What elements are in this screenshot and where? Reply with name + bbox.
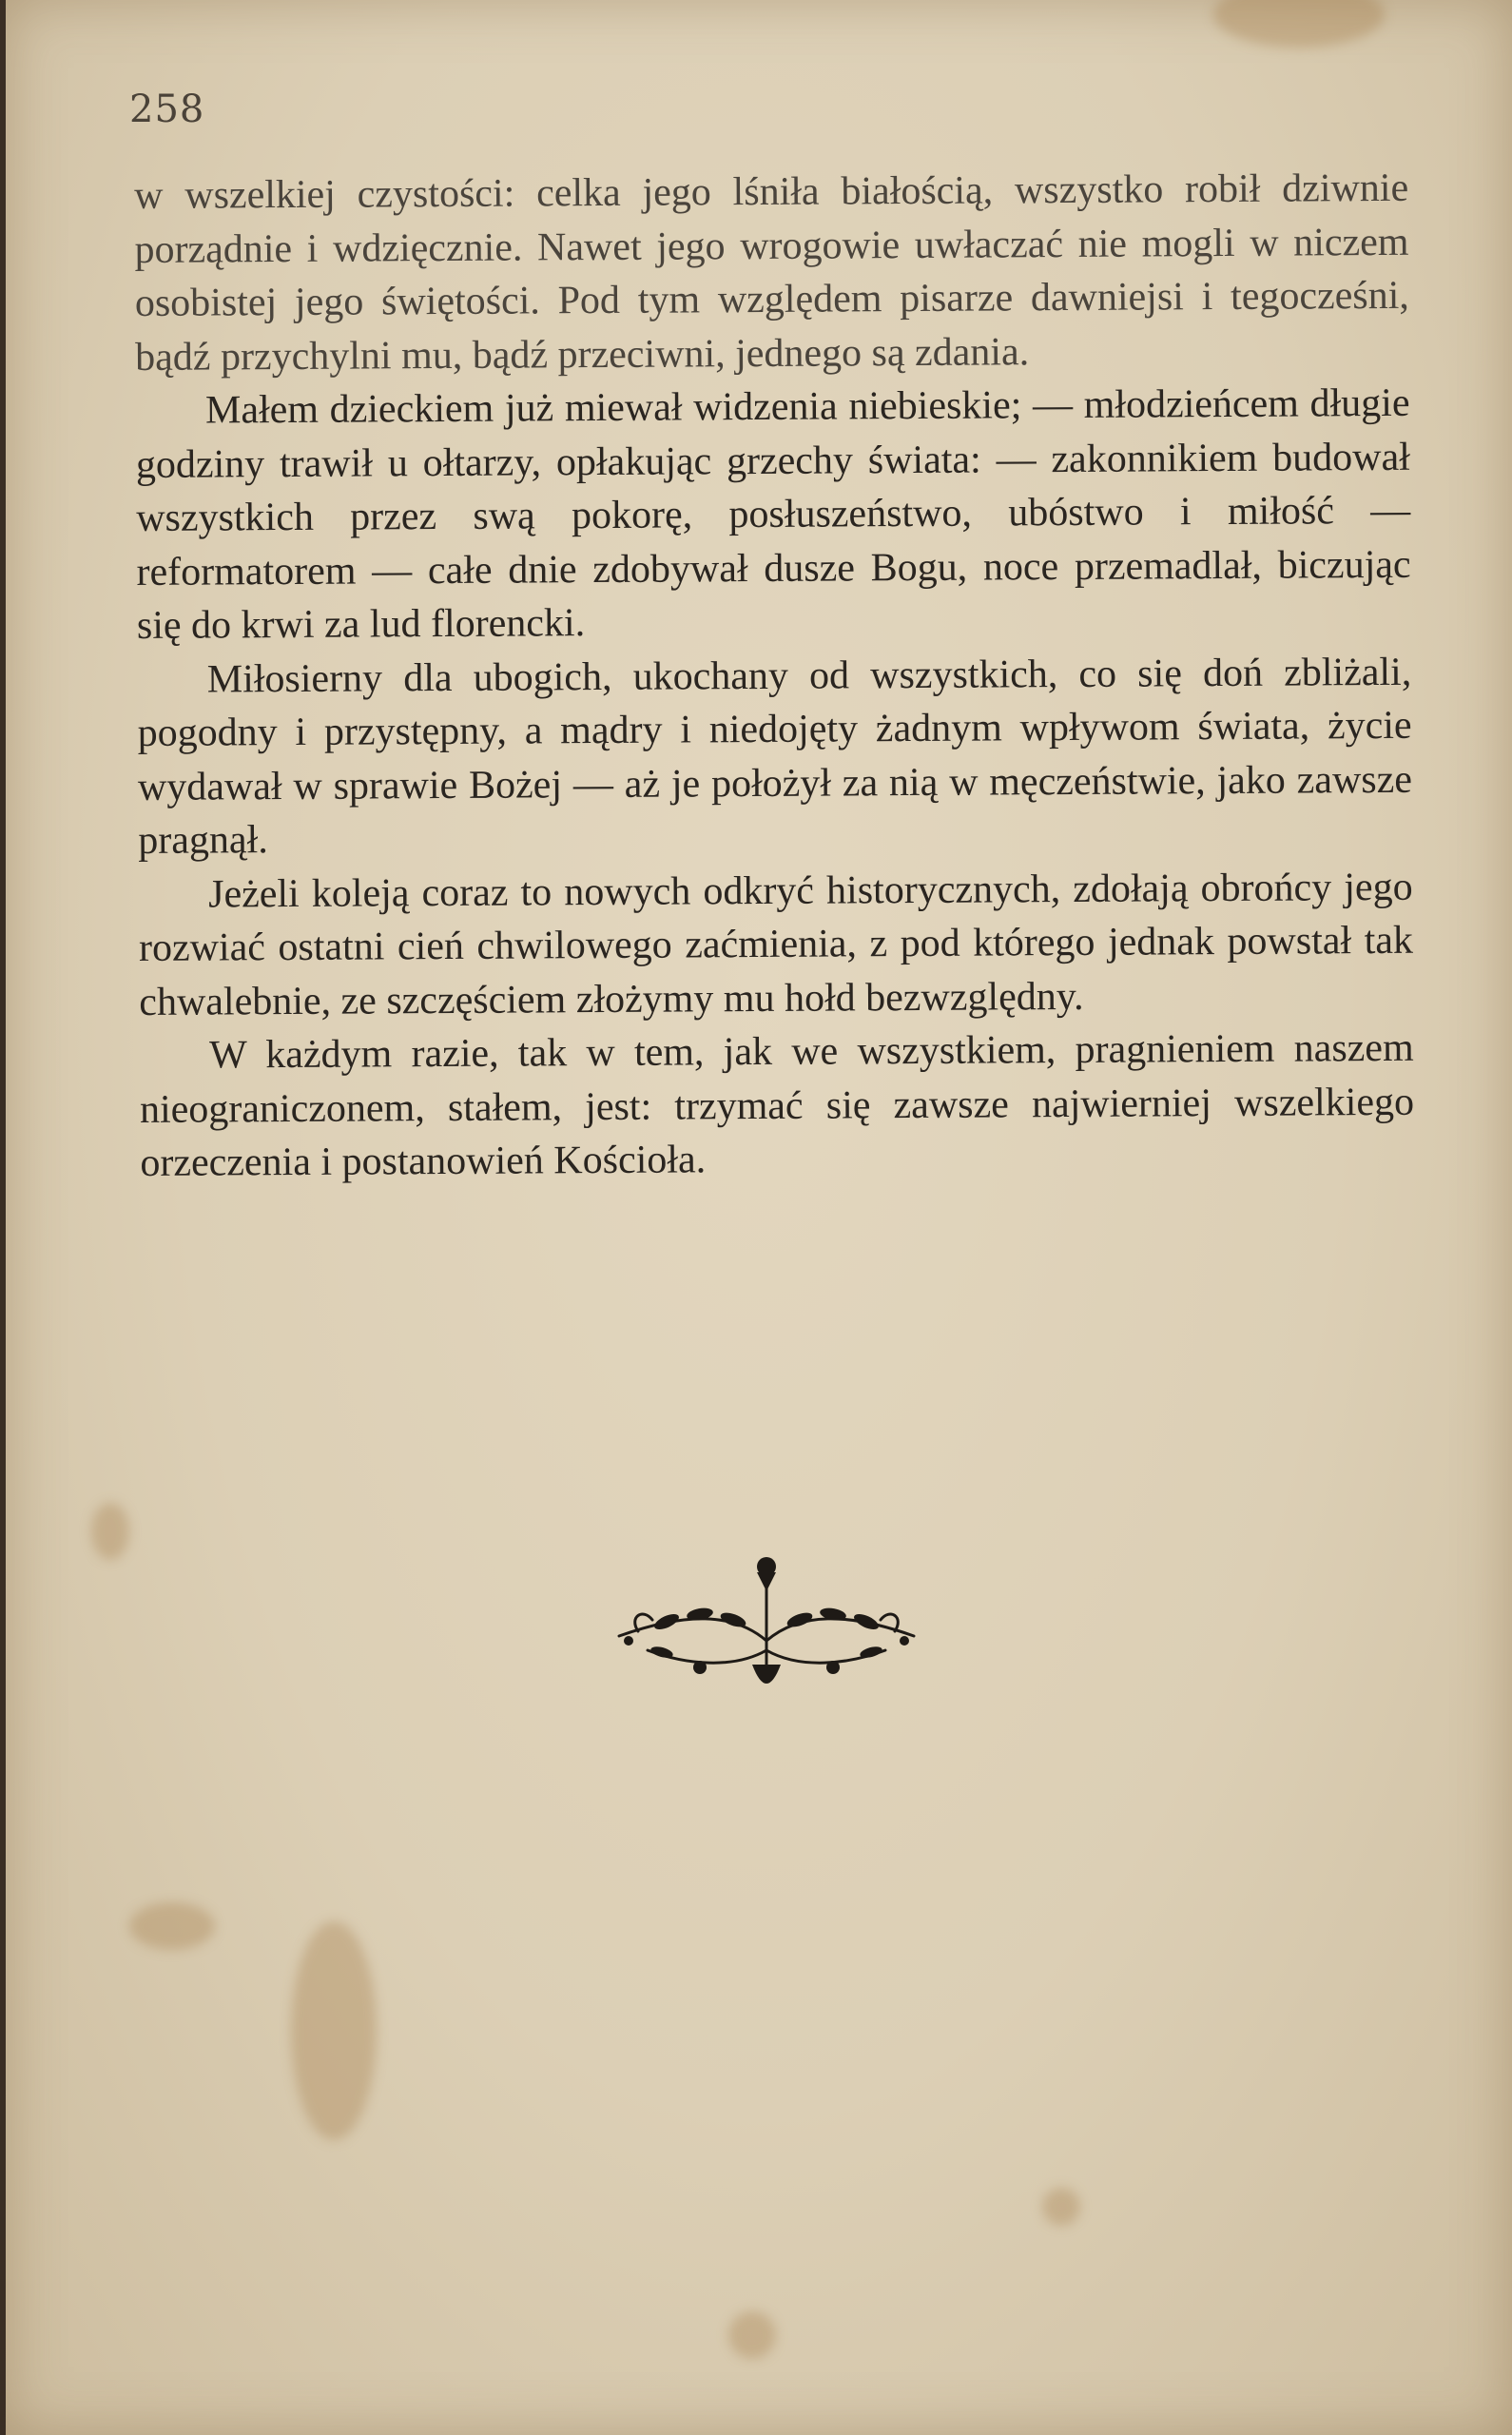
stain [728, 2311, 776, 2359]
paragraph: W każdym razie, tak w tem, jak we wszystkiem, pragnieniem naszem nieograniczonem, stałem, jest: trzymać się zawsze najwierniej wszelkiego orzeczenia i postanowień Kościoła. [139, 1025, 1415, 1185]
floral-vignette-icon [610, 1546, 923, 1707]
page-number: 258 [129, 88, 205, 131]
stain [1042, 2188, 1080, 2226]
paragraph: Małem dzieckiem już miewał widzenia niebieskie; — młodzieńcem długie godziny trawił u ołtarzy, opłakując grzechy świata: — zakonnikiem budował wszystkich przez swą pokorę, posłuszeństwo, ubóstwo i miłość — reformatorem — całe dnie zdobywał dusze Bogu, noce przemadlał, biczując się do krwi za lud florencki. [135, 380, 1411, 648]
stain [1213, 0, 1385, 48]
paragraph: w wszelkiej czystości: celka jego lśniła białością, wszystko robił dziwnie porządnie i wdzięcznie. Nawet jego wrogowie uwłaczać nie mogli w niczem osobistej jego świętości. Pod tym względem pisarze dawniejsi i tegocześni, bądź przychylni mu, bądź przeciwni, jednego są zdania. [134, 166, 1409, 380]
paragraph: Jeżeli koleją coraz to nowych odkryć historycznych, zdołają obrońcy jego rozwiać ostatni cień chwilowego zaćmienia, z pod którego jednak powstał tak chwalebnie, ze szczęściem złożymy mu hołd bezwzględny. [138, 865, 1414, 1024]
stain [291, 1921, 377, 2140]
book-page [6, 0, 1512, 2435]
stain [91, 1503, 129, 1560]
body-text [134, 162, 1415, 1191]
paragraph: Miłosierny dla ubogich, ukochany od wszystkich, co się doń zbliżali, pogodny i przystępny, a mądry i niedojęty żadnym wpływom świata, życie wydawał w sprawie Bożej — aż je położył za nią w męczeństwie, jako zawsze pragnął. [137, 650, 1413, 863]
stain [129, 1902, 215, 1950]
